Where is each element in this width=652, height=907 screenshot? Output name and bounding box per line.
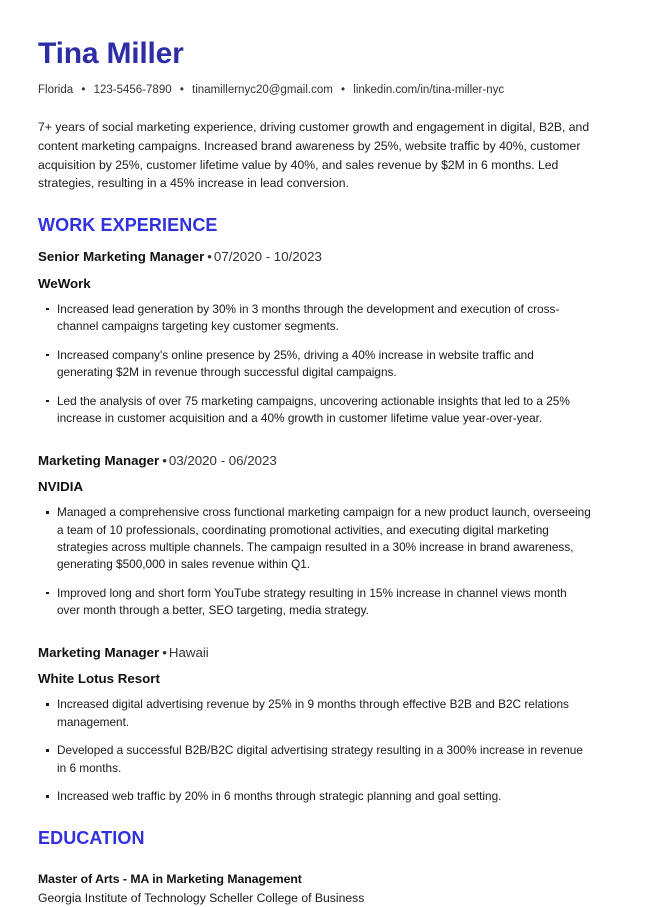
job-title: Marketing Manager xyxy=(38,644,160,660)
job-dates: 03/2020 - 06/2023 xyxy=(168,452,277,468)
job-bullet: Improved long and short form YouTube strategy resulting in 15% increase in channel views month over month through a better, SEO targeting, media strategy. xyxy=(38,585,620,620)
contact-separator-3: • xyxy=(341,83,346,96)
job-location: Hawaii xyxy=(168,644,209,660)
job-title: Senior Marketing Manager xyxy=(38,249,205,265)
company-name: WeWork xyxy=(38,275,91,291)
contact-separator-2: • xyxy=(179,83,184,96)
education-school: Georgia Institute of Technology Scheller College of Business xyxy=(38,890,365,905)
job-title-row xyxy=(38,452,620,469)
company-name: White Lotus Resort xyxy=(38,671,160,687)
candidate-name: Tina Miller xyxy=(38,37,184,70)
work-experience-entry xyxy=(38,248,620,427)
job-bullet: Increased lead generation by 30% in 3 months through the development and execution of cross-channel campaigns targeting key customer segments. xyxy=(38,301,620,336)
work-experience-entry xyxy=(38,644,620,806)
section-heading-work-experience: WORK EXPERIENCE xyxy=(38,214,218,235)
education-degree: Master of Arts - MA in Marketing Management xyxy=(38,872,302,887)
job-bullet-list xyxy=(38,504,620,620)
section-heading-education: EDUCATION xyxy=(38,827,145,848)
job-dates: 07/2020 - 10/2023 xyxy=(213,249,322,265)
job-bullet-list xyxy=(38,696,620,805)
contact-info-line xyxy=(38,83,620,98)
job-separator: • xyxy=(207,249,212,265)
spacer xyxy=(38,440,620,452)
job-title: Marketing Manager xyxy=(38,452,160,468)
work-experience-entry xyxy=(38,452,620,620)
education-entry xyxy=(38,871,620,907)
contact-location: Florida xyxy=(38,83,74,96)
job-title-row xyxy=(38,644,620,661)
job-bullet: Increased web traffic by 20% in 6 months through strategic planning and goal setting. xyxy=(38,788,620,805)
job-bullet: Managed a comprehensive cross functional marketing campaign for a new product launch, overseeing a team of 10 professionals, coordinating promotional activities, and executing digital marketing strategies across multiple channels. The campaign resulted in a 30% increase in brand awareness, generating $500,000 in sales revenue within Q1. xyxy=(38,504,620,574)
professional-summary: 7+ years of social marketing experience, driving customer growth and engagement in digital, B2B, and content marketing campaigns. Increased brand awareness by 25%, website traffic by 40%, customer acquisition by 25%, customer lifetime value by 40%, and sales revenue by $2M in 6 months. Led strategies, resulting in a 45% increase in lead conversion. xyxy=(38,120,590,191)
job-bullet: Developed a successful B2B/B2C digital advertising strategy resulting in a 300% increase in revenue in 6 months. xyxy=(38,742,620,777)
contact-phone[interactable]: 123-5456-7890 xyxy=(93,83,172,96)
job-bullet: Increased company's online presence by 25%, driving a 40% increase in website traffic and generating $2M in revenue through successful digital campaigns. xyxy=(38,347,620,382)
company-name: NVIDIA xyxy=(38,478,84,494)
job-separator: • xyxy=(162,452,167,468)
job-separator: • xyxy=(162,644,167,660)
contact-email[interactable]: tinamillernyc20@gmail.com xyxy=(192,83,333,96)
contact-linkedin[interactable]: linkedin.com/in/tina-miller-nyc xyxy=(353,83,505,96)
job-bullet: Led the analysis of over 75 marketing campaigns, uncovering actionable insights that led to a 25% increase in customer acquisition and a 40% growth in customer lifetime value year-over-year. xyxy=(38,393,620,428)
spacer xyxy=(38,632,620,644)
job-bullet-list xyxy=(38,301,620,428)
contact-separator-1: • xyxy=(81,83,86,96)
job-bullet: Increased digital advertising revenue by 25% in 9 months through effective B2B and B2C relations management. xyxy=(38,696,620,731)
job-title-row xyxy=(38,248,620,265)
